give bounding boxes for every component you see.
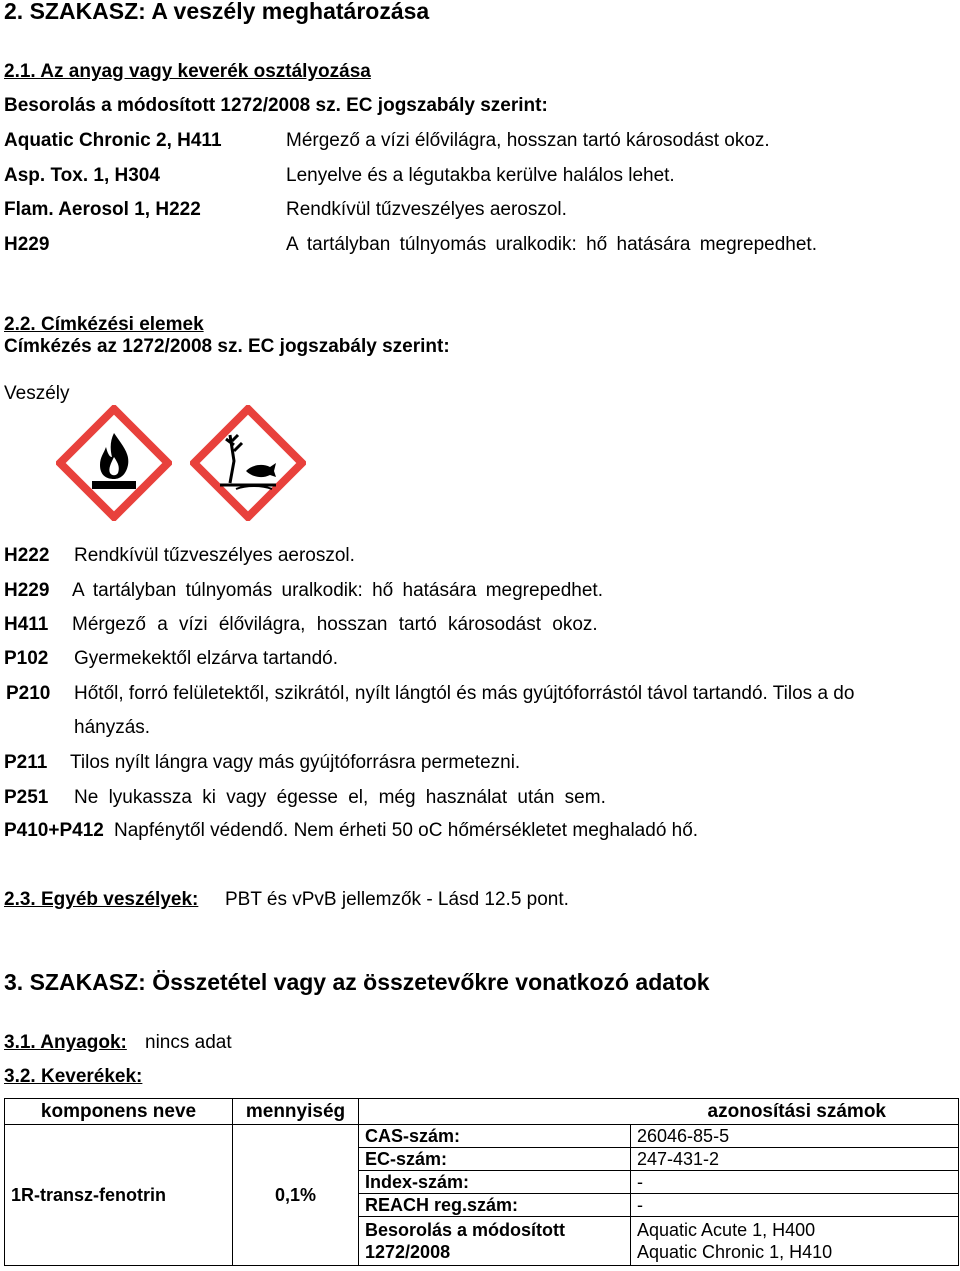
precaution-text: Gyermekektől elzárva tartandó. xyxy=(74,648,339,669)
table-header-row xyxy=(5,1099,959,1125)
classification-text: Rendkívül tűzveszélyes aeroszol. xyxy=(286,199,567,220)
classification-code: Asp. Tox. 1, H304 xyxy=(4,165,160,186)
flame-pictogram-icon xyxy=(56,405,172,521)
classification-basis: Besorolás a módosított 1272/2008 sz. EC jogszabály szerint: xyxy=(4,95,548,116)
subsection-3-1-heading: 3.1. Anyagok: xyxy=(4,1032,127,1053)
precaution-code: P251 xyxy=(4,787,49,808)
subsection-2-1-heading: 2.1. Az anyag vagy keverék osztályozása xyxy=(4,61,371,82)
signal-word: Veszély xyxy=(4,383,70,404)
classification-code: Flam. Aerosol 1, H222 xyxy=(4,199,201,220)
section-2-title: 2. SZAKASZ: A veszély meghatározása xyxy=(4,0,430,24)
precaution-text: Napfénytől védendő. Nem érheti 50 oC hőmérsékletet meghaladó hő. xyxy=(114,820,699,841)
subsection-2-3-heading: 2.3. Egyéb veszélyek: xyxy=(4,889,199,910)
precaution-code: P210 xyxy=(6,683,51,704)
hazard-text: Rendkívül tűzveszélyes aeroszol. xyxy=(74,545,355,566)
subsection-2-2-heading: 2.2. Címkézési elemek xyxy=(4,314,204,335)
hazard-code: H222 xyxy=(4,545,50,566)
classification-code: H229 xyxy=(4,234,50,255)
hazard-code: H229 xyxy=(4,580,50,601)
classification-text: A tartályban túlnyomás uralkodik: hő hatására megrepedhet. xyxy=(286,234,817,255)
classification-value-line: Aquatic Chronic 1, H410 xyxy=(637,1242,833,1262)
id-value: 247-431-2 xyxy=(631,1148,959,1171)
substances-text: nincs adat xyxy=(145,1032,232,1053)
hazard-code: H411 xyxy=(4,614,49,635)
component-amount: 0,1% xyxy=(233,1125,359,1266)
classification-label-line: Besorolás a módosított xyxy=(365,1220,566,1240)
hazard-text: A tartályban túlnyomás uralkodik: hő hatására megrepedhet. xyxy=(72,580,603,601)
classification-text: Lenyelve és a légutakba kerülve halálos lehet. xyxy=(286,165,675,186)
other-hazards-text: PBT és vPvB jellemzők - Lásd 12.5 pont. xyxy=(225,889,569,910)
column-header: komponens neve xyxy=(5,1099,233,1125)
precaution-text: Ne lyukassza ki vagy égesse el, még használat után sem. xyxy=(74,787,606,808)
section-3-title: 3. SZAKASZ: Összetétel vagy az összetevőkre vonatkozó adatok xyxy=(4,969,710,995)
mixture-components-table xyxy=(4,1098,959,1266)
column-header: azonosítási számok xyxy=(359,1099,959,1125)
classification-value xyxy=(631,1217,959,1266)
id-value: - xyxy=(631,1171,959,1194)
hazard-text: Mérgező a vízi élővilágra, hosszan tartó károsodást okoz. xyxy=(72,614,598,635)
table-row xyxy=(5,1125,959,1148)
precaution-text-continued: hányzás. xyxy=(74,717,151,738)
classification-label xyxy=(359,1217,631,1266)
precaution-code: P410+P412 xyxy=(4,820,104,841)
id-label: EC-szám: xyxy=(359,1148,631,1171)
id-label: Index-szám: xyxy=(359,1171,631,1194)
precaution-text: Tilos nyílt lángra vagy más gyújtóforrásra permetezni. xyxy=(70,752,521,773)
precaution-code: P102 xyxy=(4,648,49,669)
id-label: REACH reg.szám: xyxy=(359,1194,631,1217)
classification-code: Aquatic Chronic 2, H411 xyxy=(4,130,222,151)
id-value: - xyxy=(631,1194,959,1217)
precaution-text: Hőtől, forró felületektől, szikrától, nyílt lángtól és más gyújtóforrástól távol tartandó. Tilos a do xyxy=(74,683,855,704)
column-header: mennyiség xyxy=(233,1099,359,1125)
classification-label-line: 1272/2008 xyxy=(365,1242,451,1262)
labelling-basis: Címkézés az 1272/2008 sz. EC jogszabály szerint: xyxy=(4,336,450,357)
component-name: 1R-transz-fenotrin xyxy=(5,1125,233,1266)
precaution-code: P211 xyxy=(4,752,48,773)
environment-pictogram-icon xyxy=(190,405,306,521)
id-label: CAS-szám: xyxy=(359,1125,631,1148)
id-value: 26046-85-5 xyxy=(631,1125,959,1148)
subsection-3-2-heading: 3.2. Keverékek: xyxy=(4,1066,143,1087)
classification-value-line: Aquatic Acute 1, H400 xyxy=(637,1220,816,1240)
classification-text: Mérgező a vízi élővilágra, hosszan tartó károsodást okoz. xyxy=(286,130,770,151)
